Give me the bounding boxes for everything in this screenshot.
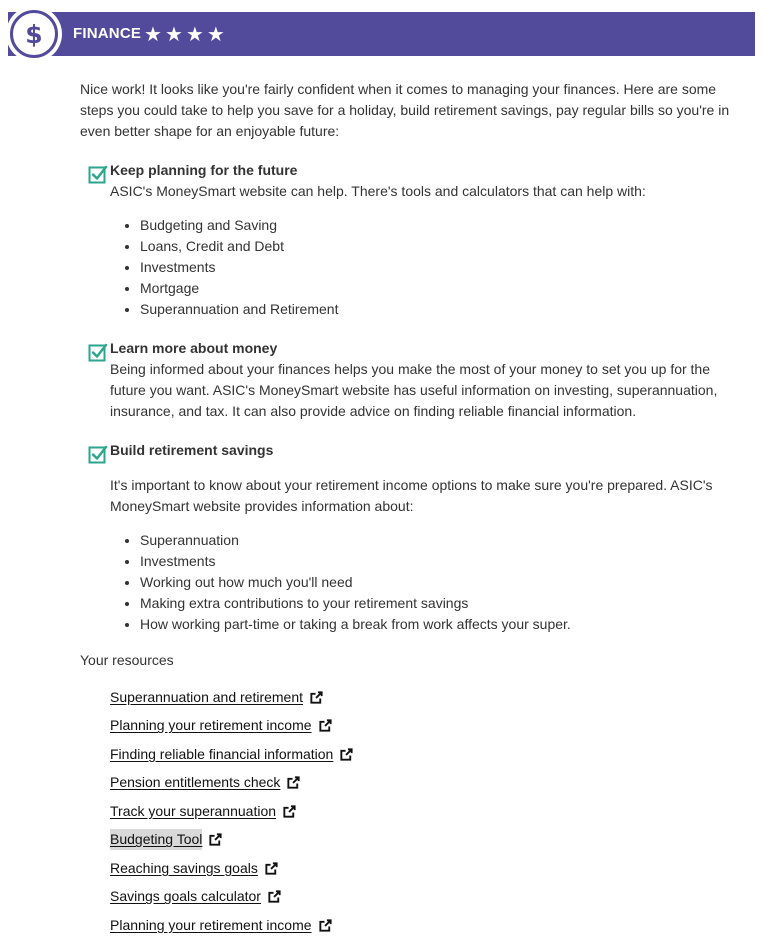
resource-link[interactable]: Finding reliable financial information	[110, 745, 334, 762]
external-link-icon[interactable]	[318, 918, 333, 933]
dollar-badge	[6, 6, 62, 62]
list-item: • Investments	[140, 551, 571, 572]
list-item: • Superannuation	[140, 530, 571, 551]
tip-title: Learn more about money	[110, 340, 278, 356]
resource-link[interactable]: Pension entitlements check	[110, 774, 281, 791]
external-link-icon[interactable]	[318, 718, 333, 733]
resource-item	[110, 883, 354, 912]
resource-link[interactable]: Superannuation and retirement	[110, 688, 304, 705]
category-title: FINANCE	[73, 25, 142, 42]
external-link-icon[interactable]	[264, 861, 279, 876]
star-icon: ★	[206, 22, 225, 46]
external-link-icon[interactable]	[286, 775, 301, 790]
list-item: • Investments	[140, 257, 338, 278]
resource-link[interactable]: Reaching savings goals	[110, 859, 258, 876]
tip-bullet-list	[110, 530, 571, 635]
star-icon: ★	[164, 22, 183, 46]
external-link-icon[interactable]	[208, 832, 223, 847]
list-item: • Making extra contributions to your retirement savings	[140, 593, 571, 614]
tip-title: Build retirement savings	[110, 442, 274, 458]
resources-list	[110, 683, 354, 940]
resource-link[interactable]: Savings goals calculator	[110, 888, 261, 905]
resource-item	[110, 911, 354, 940]
star-rating	[144, 23, 225, 45]
resource-item	[110, 854, 354, 883]
resource-item	[110, 797, 354, 826]
tip-body: ASIC's MoneySmart website can help. There's tools and calculators that can help with:	[110, 183, 646, 199]
resources-heading: Your resources	[80, 652, 174, 668]
list-item: • How working part-time or taking a break from work affects your super.	[140, 614, 571, 635]
external-link-icon[interactable]	[309, 690, 324, 705]
resource-item	[110, 769, 354, 798]
checkbox-tick-icon	[88, 444, 108, 464]
list-item: • Working out how much you'll need	[140, 572, 571, 593]
list-item: • Loans, Credit and Debt	[140, 236, 338, 257]
external-link-icon[interactable]	[282, 804, 297, 819]
star-icon: ★	[144, 22, 162, 46]
tip-title: Keep planning for the future	[110, 162, 298, 178]
resource-link[interactable]: Planning your retirement income	[110, 717, 312, 734]
external-link-icon[interactable]	[267, 889, 282, 904]
external-link-icon[interactable]	[339, 747, 354, 762]
star-icon: ★	[185, 22, 204, 46]
resource-item	[110, 826, 354, 855]
resource-item	[110, 683, 354, 712]
intro-text: Nice work! It looks like you're fairly confident when it comes to managing your finances. Here are some steps you could take to help you save for a holiday, build retirement savings, pay regular bills so you're in even better shape for an enjoyable future:	[80, 81, 730, 139]
resource-item	[110, 712, 354, 741]
tip-bullet-list	[110, 215, 338, 320]
checkbox-tick-icon	[88, 164, 108, 184]
tip-body: It's important to know about your retirement income options to make sure you're prepared. ASIC's MoneySmart website provides information about:	[110, 477, 713, 514]
dollar-icon: $	[10, 10, 58, 58]
checkbox-tick-icon	[88, 342, 108, 362]
list-item: • Budgeting and Saving	[140, 215, 338, 236]
resource-link[interactable]: Track your superannuation	[110, 802, 277, 819]
list-item: • Mortgage	[140, 278, 338, 299]
list-item: • Superannuation and Retirement	[140, 299, 338, 320]
resource-item	[110, 740, 354, 769]
resource-link[interactable]: Planning your retirement income	[110, 916, 312, 933]
tip-body: Being informed about your finances helps you make the most of your money to set you up for the future you want. ASIC's MoneySmart website has useful information on investing, superannuation, insurance, and tax. It can also provide advice on finding reliable financial information.	[110, 361, 718, 419]
resource-link-highlighted[interactable]: Budgeting Tool	[110, 829, 202, 850]
